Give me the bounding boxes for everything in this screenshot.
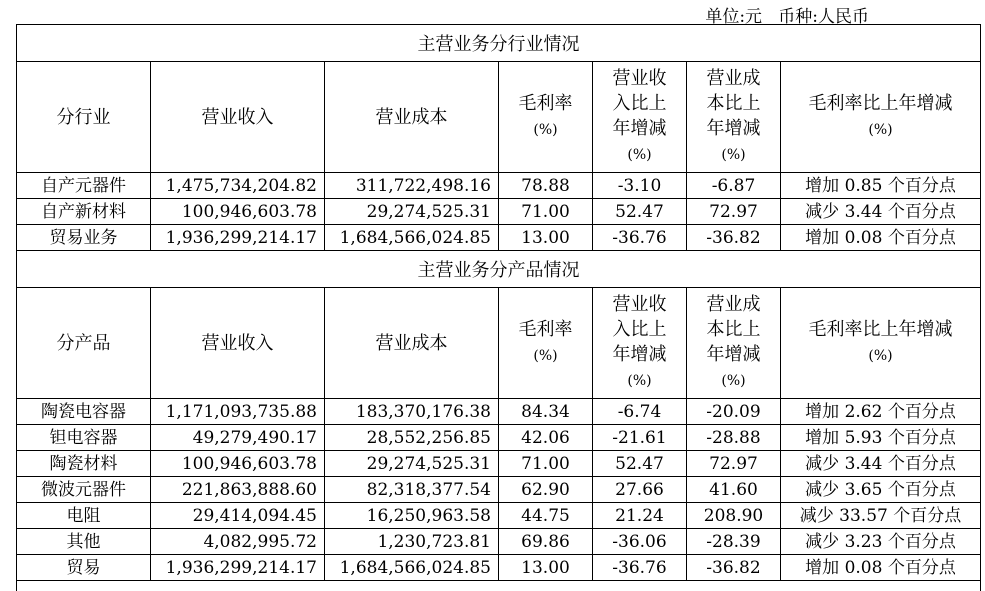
header-margin-change-unit: (%): [868, 348, 892, 364]
header-category: 分产品: [17, 288, 151, 399]
row-revenue: 1,936,299,214.17: [151, 555, 325, 581]
table-row: [17, 555, 981, 581]
row-cost-change: 72.97: [687, 199, 781, 225]
row-name: 贸易业务: [17, 225, 151, 251]
row-cost-change: -28.39: [687, 529, 781, 555]
row-margin-change: 减少 3.44 个百分点: [781, 199, 981, 225]
row-margin: 84.34: [499, 399, 593, 425]
header-margin-change: [781, 62, 981, 173]
header-margin-text: 毛利率: [517, 91, 575, 116]
row-name: 其他: [17, 529, 151, 555]
row-cost-change: -28.88: [687, 425, 781, 451]
row-cost: 183,370,176.38: [325, 399, 499, 425]
row-name: 自产元器件: [17, 173, 151, 199]
header-margin-change-text: 毛利率比上年增减: [796, 317, 966, 342]
section-title-row: [17, 251, 981, 288]
row-revenue-change: 52.47: [593, 451, 687, 477]
row-cost: 82,318,377.54: [325, 477, 499, 503]
row-name: 微波元器件: [17, 477, 151, 503]
main-business-table: [16, 24, 981, 591]
row-margin: 42.06: [499, 425, 593, 451]
row-revenue-change: -36.06: [593, 529, 687, 555]
header-cost-change-unit: (%): [721, 373, 745, 389]
row-cost: 1,230,723.81: [325, 529, 499, 555]
row-cost: 29,274,525.31: [325, 451, 499, 477]
row-margin-change: 减少 3.44 个百分点: [781, 451, 981, 477]
header-margin-text: 毛利率: [517, 317, 575, 342]
row-name: 贸易: [17, 555, 151, 581]
header-cost-change-unit: (%): [721, 147, 745, 163]
row-revenue: 100,946,603.78: [151, 199, 325, 225]
row-cost-change: 208.90: [687, 503, 781, 529]
row-name: 电阻: [17, 503, 151, 529]
table-row: [17, 199, 981, 225]
header-revenue-change-text: 营业收入比上年增减: [611, 292, 669, 367]
table-continuation-row: [17, 581, 981, 591]
header-revenue-change-text: 营业收入比上年增减: [611, 66, 669, 141]
row-margin: 44.75: [499, 503, 593, 529]
row-cost-change: -36.82: [687, 555, 781, 581]
header-revenue-change: [593, 288, 687, 399]
table-continuation-cell: [17, 581, 981, 591]
row-cost-change: -20.09: [687, 399, 781, 425]
row-revenue-change: -6.74: [593, 399, 687, 425]
row-cost: 1,684,566,024.85: [325, 555, 499, 581]
header-cost-change: [687, 62, 781, 173]
row-margin-change: 增加 2.62 个百分点: [781, 399, 981, 425]
row-cost-change: -36.82: [687, 225, 781, 251]
header-cost-change-text: 营业成本比上年增减: [705, 66, 763, 141]
row-margin-change: 减少 33.57 个百分点: [781, 503, 981, 529]
row-revenue: 1,936,299,214.17: [151, 225, 325, 251]
header-revenue-change-unit: (%): [627, 373, 651, 389]
table-row: [17, 225, 981, 251]
row-margin-change: 减少 3.23 个百分点: [781, 529, 981, 555]
header-row: [17, 288, 981, 399]
header-cost-change-text: 营业成本比上年增减: [705, 292, 763, 367]
section-title: 主营业务分行业情况: [17, 25, 981, 62]
header-revenue: 营业收入: [151, 288, 325, 399]
row-revenue-change: 21.24: [593, 503, 687, 529]
row-revenue-change: -36.76: [593, 555, 687, 581]
row-cost: 16,250,963.58: [325, 503, 499, 529]
row-margin: 71.00: [499, 451, 593, 477]
row-margin-change: 增加 0.08 个百分点: [781, 225, 981, 251]
header-revenue: 营业收入: [151, 62, 325, 173]
table-row: [17, 173, 981, 199]
row-name: 自产新材料: [17, 199, 151, 225]
row-margin: 69.86: [499, 529, 593, 555]
table-row: [17, 425, 981, 451]
header-margin-unit: (%): [533, 122, 557, 138]
row-margin-change: 增加 5.93 个百分点: [781, 425, 981, 451]
row-margin-change: 减少 3.65 个百分点: [781, 477, 981, 503]
row-margin: 13.00: [499, 225, 593, 251]
row-revenue: 4,082,995.72: [151, 529, 325, 555]
row-margin: 78.88: [499, 173, 593, 199]
header-revenue-change-unit: (%): [627, 147, 651, 163]
row-revenue: 29,414,094.45: [151, 503, 325, 529]
row-revenue: 49,279,490.17: [151, 425, 325, 451]
row-cost: 311,722,498.16: [325, 173, 499, 199]
currency-unit-line: 单位:元 币种:人民币: [705, 2, 869, 27]
row-margin-change: 增加 0.08 个百分点: [781, 555, 981, 581]
row-revenue-change: -3.10: [593, 173, 687, 199]
header-cost: 营业成本: [325, 288, 499, 399]
row-margin-change: 增加 0.85 个百分点: [781, 173, 981, 199]
row-margin: 62.90: [499, 477, 593, 503]
row-name: 陶瓷材料: [17, 451, 151, 477]
row-cost: 1,684,566,024.85: [325, 225, 499, 251]
row-revenue: 1,171,093,735.88: [151, 399, 325, 425]
row-cost-change: -6.87: [687, 173, 781, 199]
header-revenue-change: [593, 62, 687, 173]
table-row: [17, 477, 981, 503]
row-name: 陶瓷电容器: [17, 399, 151, 425]
row-revenue: 1,475,734,204.82: [151, 173, 325, 199]
section-title-row: [17, 25, 981, 62]
header-margin: [499, 62, 593, 173]
header-row: [17, 62, 981, 173]
row-revenue-change: -36.76: [593, 225, 687, 251]
header-margin-unit: (%): [533, 348, 557, 364]
table-row: [17, 399, 981, 425]
header-margin-change-unit: (%): [868, 122, 892, 138]
table-row: [17, 451, 981, 477]
row-name: 钽电容器: [17, 425, 151, 451]
row-cost-change: 41.60: [687, 477, 781, 503]
header-margin: [499, 288, 593, 399]
table-row: [17, 503, 981, 529]
row-revenue-change: 52.47: [593, 199, 687, 225]
header-cost-change: [687, 288, 781, 399]
row-revenue: 221,863,888.60: [151, 477, 325, 503]
row-revenue-change: 27.66: [593, 477, 687, 503]
section-title: 主营业务分产品情况: [17, 251, 981, 288]
row-cost-change: 72.97: [687, 451, 781, 477]
row-margin: 71.00: [499, 199, 593, 225]
row-margin: 13.00: [499, 555, 593, 581]
table-row: [17, 529, 981, 555]
header-margin-change: [781, 288, 981, 399]
header-category: 分行业: [17, 62, 151, 173]
row-revenue: 100,946,603.78: [151, 451, 325, 477]
row-cost: 29,274,525.31: [325, 199, 499, 225]
header-cost: 营业成本: [325, 62, 499, 173]
row-cost: 28,552,256.85: [325, 425, 499, 451]
header-margin-change-text: 毛利率比上年增减: [796, 91, 966, 116]
row-revenue-change: -21.61: [593, 425, 687, 451]
